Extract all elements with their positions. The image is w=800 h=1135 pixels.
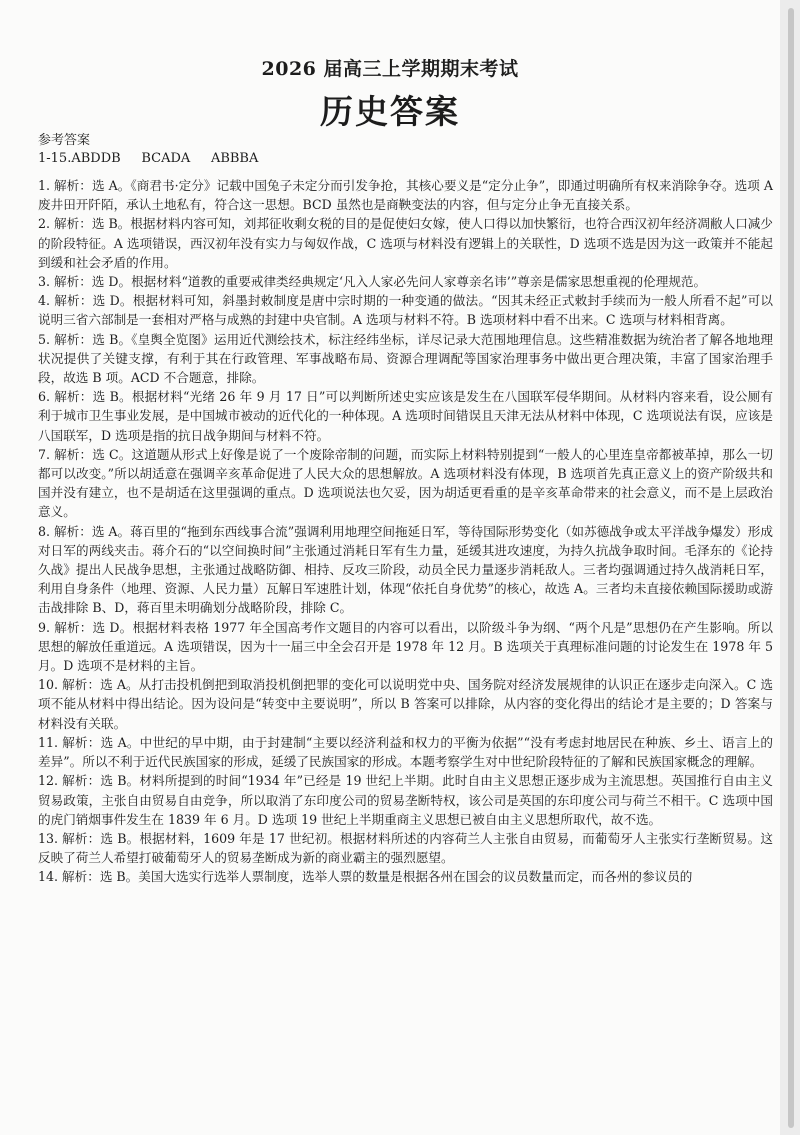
answer-item-6: 6. 解析：选 B。根据材料“光绪 26 年 9 月 17 日”可以判断所述史实应该是发生在八国联军侵华期间。从材料内容来看，设公厕有利于城市卫生事业发展，是中国城市被动的近代化的一种体现。A 选项时间错误且天津无法从材料中体现，C 选项说法有误，应该是八国联军，D 选项是指的抗日战争期间与材料不符。 — [38, 389, 773, 443]
exam-title: 2026 届高三上学期期末考试 — [261, 58, 519, 80]
scrollbar-thumb[interactable] — [788, 8, 794, 1128]
answer-item-3: 3. 解析：选 D。根据材料“道教的重要戒律类经典规定‘凡入人家必先问人家尊亲名讳’”尊亲是儒家思想重视的伦理规范。 — [38, 274, 707, 290]
answer-item-13: 13. 解析：选 B。根据材料，1609 年是 17 世纪初。根据材料所述的内容荷兰人主张自由贸易，而葡萄牙人主张实行垄断贸易。这反映了荷兰人希望打破葡萄牙人的贸易垄断成为新的商业霸主的强烈愿望。 — [38, 830, 773, 866]
reference-answers-label: 参考答案 — [38, 133, 91, 148]
answer-item-1: 1. 解析：选 A。《商君书·定分》记载中国兔子未定分而引发争抢，其核心要义是“定分止争”，即通过明确所有权来消除争夺。选项 A 废井田开阡陌，承认土地私有，符合这一思想。BCD 虽然也是商鞅变法的内容，但与定分止争无直接关系。 — [38, 178, 773, 213]
answer-item-9: 9. 解析：选 D。根据材料表格 1977 年全国高考作文题目的内容可以看出，以阶级斗争为纲、“两个凡是”思想仍在产生影响。所以思想的解放任重道远。A 选项错误，因为十一届三中全会召开是 1978 年 12 月。B 选项关于真理标准问题的讨论发生在 1978 年 5 月。D 选项不是材料的主旨。 — [38, 619, 773, 674]
answer-item-5: 5. 解析：选 B。《皇舆全览图》运用近代测绘技术，标注经纬坐标，详尽记录大范围地理信息。这些精准数据为统治者了解各地地理状况提供了关键支撑，有利于其在行政管理、军事战略布局、资源合理调配等国家治理事务中做出更合理决策，丰富了国家治理手段，故选 B 项。ACD 不合题意，排除。 — [38, 331, 773, 386]
answer-item-14: 14. 解析：选 B。美国大选实行选举人票制度，选举人票的数量是根据各州在国会的议员数量而定，而各州的参议员的 — [38, 869, 693, 885]
answer-item-12: 12. 解析：选 B。材料所提到的时间“1934 年”已经是 19 世纪上半期。此时自由主义思想正逐步成为主流思想。英国推行自由主义贸易政策，主张自由贸易自由竞争，所以取消了东印度公司的贸易垄断特权，该公司是英国的东印度公司与荷兰不相干。C 选项中国的虎门销烟事件发生在 1839 年 6 月。D 选项 19 世纪上半期重商主义思想已被自由主义思想所取代，故不选。 — [38, 773, 773, 827]
vertical-scrollbar[interactable] — [780, 0, 800, 1135]
answer-item-7: 7. 解析：选 C。这道题从形式上好像是说了一个废除帝制的问题，而实际上材料特别提到“一般人的心里连皇帝都被革掉，那么一切都可以改变。”所以胡适意在强调辛亥革命促进了人民大众的思想解放。A 选项材料没有体现，B 选项首先真正意义上的资产阶级共和国并没有建立，也不是胡适在这里强调的重点。D 选项说法也欠妥，因为胡适更看重的是辛亥革命带来的社会意义，而不是上层政治意义。 — [38, 446, 773, 520]
answer-item-11: 11. 解析：选 A。中世纪的早中期，由于封建制“主要以经济利益和权力的平衡为依据”“没有考虑封地居民在种族、乡土、语言上的差异”。所以不利于近代民族国家的形成，延缓了民族国家的形成。本题考察学生对中世纪阶段特征的了解和民族国家概念的理解。 — [38, 734, 773, 770]
answer-item-4: 4. 解析：选 D。根据材料可知，斜墨封敕制度是唐中宗时期的一种变通的做法。“因其未经正式敕封手续而为一般人所看不起”可以说明三省六部制是一套相对严格与成熟的封建中央官制。A 选项与材料不符。B 选项材料中看不出来。C 选项与材料相背离。 — [38, 293, 773, 328]
answer-item-2: 2. 解析：选 B。根据材料内容可知，刘邦征收剩女税的目的是促使妇女嫁，使人口得以加快繁衍，也符合西汉初年经济凋敝人口减少的阶段特征。A 选项错误，西汉初年没有实力与匈奴作战，C 选项与材料没有逻辑上的关联性，D 选项不选是因为这一政策并不能起到缓和社会矛盾的作用。 — [38, 216, 773, 270]
answer-item-10: 10. 解析：选 A。从打击投机倒把到取消投机倒把罪的变化可以说明党中央、国务院对经济发展规律的认识正在逐步走向深入。C 选项不能从材料中得出结论。因为设问是“转变中主要说明”，所以 B 答案可以排除，从内容的变化得出的结论才是主要的；D 答案与材料没有关联。 — [38, 677, 773, 731]
answer-explanations — [38, 176, 773, 887]
answer-key-line: 1-15.ABDDB BCADA ABBBA — [38, 151, 259, 166]
answer-item-8: 8. 解析：选 A。蒋百里的“拖到东西线事合流”强调利用地理空间拖延日军，等待国际形势变化（如苏德战争或太平洋战争爆发）形成对日军的两线夹击。蒋介石的“以空间换时间”主张通过消耗日军有生力量，延缓其进攻速度，为持久抗战争取时间。毛泽东的《论持久战》提出人民战争思想，主张通过战略防御、相持、反攻三阶段，动员全民力量逐步消耗敌人。三者均强调通过持久战消耗日军，利用自身条件（地理、资源、人民力量）瓦解日军速胜计划，体现“依托自身优势”的核心，故选 A。三者均未直接依赖国际援助或游击战排除 B、D，蒋百里未明确划分战略阶段，排除 C。 — [38, 523, 773, 616]
subject-title: 历史答案 — [320, 92, 460, 131]
